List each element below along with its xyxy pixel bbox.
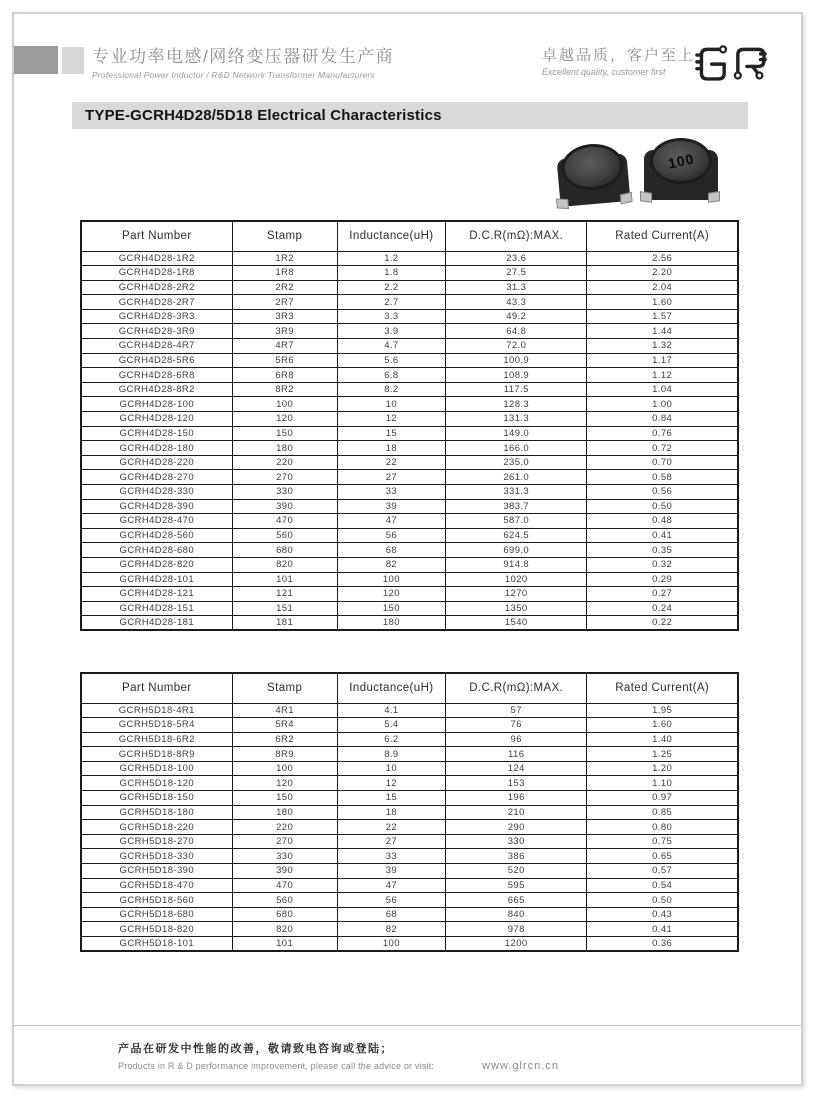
table-cell: 1.25 bbox=[587, 747, 738, 762]
table-cell: 180 bbox=[337, 616, 445, 631]
table-cell: 0.50 bbox=[587, 893, 738, 908]
table-cell: 8.2 bbox=[337, 382, 445, 397]
table-cell: GCRH4D28-100 bbox=[81, 397, 232, 412]
table-cell: 270 bbox=[232, 470, 337, 485]
table-cell: GCRH4D28-2R7 bbox=[81, 295, 232, 310]
table-cell: 22 bbox=[337, 820, 445, 835]
table-cell: GCRH5D18-470 bbox=[81, 878, 232, 893]
table-row bbox=[81, 455, 738, 470]
table-cell: GCRH4D28-5R6 bbox=[81, 353, 232, 368]
header-decor-square-light bbox=[62, 47, 84, 74]
table-cell: 390 bbox=[232, 499, 337, 514]
table-row bbox=[81, 514, 738, 529]
table-cell: GCRH4D28-151 bbox=[81, 601, 232, 616]
table-cell: 1.57 bbox=[587, 309, 738, 324]
table-cell: 149.0 bbox=[446, 426, 587, 441]
table-cell: 1.60 bbox=[587, 718, 738, 733]
inductor-terminal bbox=[708, 191, 720, 203]
table-cell: 150 bbox=[337, 601, 445, 616]
table-cell: 235.0 bbox=[446, 455, 587, 470]
inductor-top-face bbox=[650, 138, 712, 184]
table-cell: 120 bbox=[232, 776, 337, 791]
table-cell: 0.57 bbox=[587, 864, 738, 879]
table-cell: 0.84 bbox=[587, 412, 738, 427]
table-cell: 4R1 bbox=[232, 703, 337, 718]
table-cell: 4.7 bbox=[337, 339, 445, 354]
table-cell: 2.7 bbox=[337, 295, 445, 310]
table-cell: 116 bbox=[446, 747, 587, 762]
table-cell: 820 bbox=[232, 922, 337, 937]
table-cell: GCRH5D18-560 bbox=[81, 893, 232, 908]
table-cell: GCRH4D28-2R2 bbox=[81, 280, 232, 295]
table-row bbox=[81, 499, 738, 514]
gcrh4d28-table-section bbox=[80, 220, 739, 631]
table-cell: 1270 bbox=[446, 587, 587, 602]
table-row bbox=[81, 412, 738, 427]
table-cell: 595 bbox=[446, 878, 587, 893]
table-cell: GCRH4D28-1R8 bbox=[81, 266, 232, 281]
table-cell: 624.5 bbox=[446, 528, 587, 543]
table-cell: 0.32 bbox=[587, 557, 738, 572]
table-cell: 560 bbox=[232, 528, 337, 543]
table-cell: 5R4 bbox=[232, 718, 337, 733]
table-cell: 0.97 bbox=[587, 791, 738, 806]
table-cell: GCRH4D28-4R7 bbox=[81, 339, 232, 354]
table-cell: 6.2 bbox=[337, 732, 445, 747]
table-row bbox=[81, 718, 738, 733]
table-cell: GCRH4D28-8R2 bbox=[81, 382, 232, 397]
table-cell: GCRH4D28-121 bbox=[81, 587, 232, 602]
table-cell: 100 bbox=[337, 572, 445, 587]
table-cell: 43.3 bbox=[446, 295, 587, 310]
table-row bbox=[81, 426, 738, 441]
table-cell: GCRH4D28-560 bbox=[81, 528, 232, 543]
table-row bbox=[81, 849, 738, 864]
column-header: Inductance(uH) bbox=[337, 221, 445, 251]
table-cell: 914.8 bbox=[446, 557, 587, 572]
table-cell: 96 bbox=[446, 732, 587, 747]
table-cell: 390 bbox=[232, 864, 337, 879]
table-cell: 330 bbox=[232, 849, 337, 864]
table-cell: 0.85 bbox=[587, 805, 738, 820]
table-cell: GCRH4D28-181 bbox=[81, 616, 232, 631]
table-cell: 120 bbox=[232, 412, 337, 427]
table-cell: 2R2 bbox=[232, 280, 337, 295]
table-cell: GCRH4D28-680 bbox=[81, 543, 232, 558]
table-cell: 0.22 bbox=[587, 616, 738, 631]
table-row bbox=[81, 937, 738, 952]
table-row bbox=[81, 485, 738, 500]
table-cell: 386 bbox=[446, 849, 587, 864]
table-cell: 0.48 bbox=[587, 514, 738, 529]
table-cell: 680 bbox=[232, 543, 337, 558]
table-cell: 0.35 bbox=[587, 543, 738, 558]
table-cell: 0.50 bbox=[587, 499, 738, 514]
table-cell: 665 bbox=[446, 893, 587, 908]
table-cell: 1R8 bbox=[232, 266, 337, 281]
slogan-cn: 卓越品质，客户至上 bbox=[542, 47, 696, 64]
column-header: D.C.R(mΩ):MAX. bbox=[446, 673, 587, 703]
table-cell: 261.0 bbox=[446, 470, 587, 485]
table-cell: GCRH4D28-101 bbox=[81, 572, 232, 587]
table-cell: 3.9 bbox=[337, 324, 445, 339]
table-row bbox=[81, 280, 738, 295]
column-header: Rated Current(A) bbox=[587, 673, 738, 703]
table-cell: 1.10 bbox=[587, 776, 738, 791]
table-cell: 520 bbox=[446, 864, 587, 879]
table-cell: 0.54 bbox=[587, 878, 738, 893]
table-row bbox=[81, 587, 738, 602]
table-cell: GCRH4D28-180 bbox=[81, 441, 232, 456]
table-cell: 68 bbox=[337, 907, 445, 922]
electrical-characteristics-table-gcrh4d28 bbox=[80, 220, 739, 631]
table-header-row bbox=[81, 221, 738, 251]
table-cell: GCRH4D28-6R8 bbox=[81, 368, 232, 383]
table-cell: 383.7 bbox=[446, 499, 587, 514]
table-cell: 0.29 bbox=[587, 572, 738, 587]
inductor-terminal bbox=[640, 191, 652, 203]
table-cell: 5.4 bbox=[337, 718, 445, 733]
table-cell: 587.0 bbox=[446, 514, 587, 529]
brand-tagline-en: Professional Power Inductor / R&D Network Transformer Manufacturers bbox=[92, 70, 375, 80]
table-cell: 124 bbox=[446, 761, 587, 776]
table-cell: 0.24 bbox=[587, 601, 738, 616]
table-cell: 82 bbox=[337, 922, 445, 937]
column-header: D.C.R(mΩ):MAX. bbox=[446, 221, 587, 251]
table-cell: 23.6 bbox=[446, 251, 587, 266]
column-header: Stamp bbox=[232, 673, 337, 703]
table-cell: 4.1 bbox=[337, 703, 445, 718]
table-cell: 49.2 bbox=[446, 309, 587, 324]
inductor-terminal bbox=[556, 198, 569, 209]
table-cell: GCRH4D28-820 bbox=[81, 557, 232, 572]
table-cell: 0.75 bbox=[587, 834, 738, 849]
table-cell: GCRH5D18-4R1 bbox=[81, 703, 232, 718]
table-cell: 33 bbox=[337, 849, 445, 864]
table-cell: 1020 bbox=[446, 572, 587, 587]
table-cell: GCRH5D18-270 bbox=[81, 834, 232, 849]
table-row bbox=[81, 397, 738, 412]
table-row bbox=[81, 353, 738, 368]
table-cell: 220 bbox=[232, 455, 337, 470]
table-cell: 68 bbox=[337, 543, 445, 558]
table-cell: 1.60 bbox=[587, 295, 738, 310]
table-cell: 0.41 bbox=[587, 922, 738, 937]
table-cell: 10 bbox=[337, 397, 445, 412]
table-cell: 39 bbox=[337, 499, 445, 514]
table-cell: 210 bbox=[446, 805, 587, 820]
table-row bbox=[81, 907, 738, 922]
table-row bbox=[81, 441, 738, 456]
table-cell: 150 bbox=[232, 791, 337, 806]
table-cell: 330 bbox=[232, 485, 337, 500]
table-cell: 56 bbox=[337, 893, 445, 908]
table-cell: 1.40 bbox=[587, 732, 738, 747]
table-cell: 6.8 bbox=[337, 368, 445, 383]
table-cell: 331.3 bbox=[446, 485, 587, 500]
slogan-block bbox=[542, 44, 695, 77]
table-cell: 1.32 bbox=[587, 339, 738, 354]
table-cell: 47 bbox=[337, 514, 445, 529]
table-cell: 1.12 bbox=[587, 368, 738, 383]
brand-block bbox=[92, 42, 394, 80]
table-cell: 33 bbox=[337, 485, 445, 500]
table-cell: 699.0 bbox=[446, 543, 587, 558]
table-cell: 1.17 bbox=[587, 353, 738, 368]
column-header: Rated Current(A) bbox=[587, 221, 738, 251]
table-row bbox=[81, 878, 738, 893]
slogan-en: Excellent quality, customer first bbox=[542, 67, 666, 77]
table-cell: GCRH4D28-120 bbox=[81, 412, 232, 427]
table-cell: GCRH4D28-270 bbox=[81, 470, 232, 485]
table-cell: 27.5 bbox=[446, 266, 587, 281]
table-cell: 820 bbox=[232, 557, 337, 572]
table-cell: 560 bbox=[232, 893, 337, 908]
table-cell: 0.43 bbox=[587, 907, 738, 922]
table-cell: 1.44 bbox=[587, 324, 738, 339]
table-cell: 0.72 bbox=[587, 441, 738, 456]
table-cell: 3R9 bbox=[232, 324, 337, 339]
table-row bbox=[81, 820, 738, 835]
table-cell: 978 bbox=[446, 922, 587, 937]
table-cell: GCRH5D18-100 bbox=[81, 761, 232, 776]
table-cell: GCRH5D18-330 bbox=[81, 849, 232, 864]
table-cell: 100 bbox=[337, 937, 445, 952]
table-cell: GCRH4D28-390 bbox=[81, 499, 232, 514]
table-cell: 8R2 bbox=[232, 382, 337, 397]
footer-note-en: Products in R & D performance improvement, please call the advice or visit: bbox=[118, 1061, 435, 1071]
table-row bbox=[81, 543, 738, 558]
table-cell: 120 bbox=[337, 587, 445, 602]
table-cell: 2.56 bbox=[587, 251, 738, 266]
table-cell: 64.8 bbox=[446, 324, 587, 339]
table-row bbox=[81, 470, 738, 485]
table-cell: GCRH4D28-150 bbox=[81, 426, 232, 441]
table-row bbox=[81, 295, 738, 310]
table-row bbox=[81, 791, 738, 806]
table-cell: 166.0 bbox=[446, 441, 587, 456]
table-cell: 1.95 bbox=[587, 703, 738, 718]
table-cell: 128.3 bbox=[446, 397, 587, 412]
table-cell: 0.76 bbox=[587, 426, 738, 441]
table-cell: 8R9 bbox=[232, 747, 337, 762]
table-cell: GCRH5D18-6R2 bbox=[81, 732, 232, 747]
table-cell: 0.65 bbox=[587, 849, 738, 864]
table-row bbox=[81, 572, 738, 587]
table-cell: 0.41 bbox=[587, 528, 738, 543]
footer-note-cn: 产品在研发中性能的改善，敬请致电咨询或登陆； bbox=[118, 1043, 393, 1055]
table-cell: 57 bbox=[446, 703, 587, 718]
gcrh5d18-table-section bbox=[80, 672, 739, 952]
table-cell: 117.5 bbox=[446, 382, 587, 397]
column-header: Part Number bbox=[81, 673, 232, 703]
page-title: TYPE-GCRH4D28/5D18 Electrical Characteristics bbox=[85, 107, 442, 124]
column-header: Stamp bbox=[232, 221, 337, 251]
table-cell: 151 bbox=[232, 601, 337, 616]
brand-tagline-cn: 专业功率电感/网络变压器研发生产商 bbox=[92, 47, 395, 66]
table-cell: 1.2 bbox=[337, 251, 445, 266]
table-cell: 1540 bbox=[446, 616, 587, 631]
table-row bbox=[81, 309, 738, 324]
table-cell: 47 bbox=[337, 878, 445, 893]
table-cell: GCRH5D18-220 bbox=[81, 820, 232, 835]
table-row bbox=[81, 703, 738, 718]
table-cell: 3.3 bbox=[337, 309, 445, 324]
table-cell: 15 bbox=[337, 426, 445, 441]
table-cell: 131.3 bbox=[446, 412, 587, 427]
datasheet-page bbox=[12, 12, 803, 1086]
table-cell: 121 bbox=[232, 587, 337, 602]
table-cell: 2.04 bbox=[587, 280, 738, 295]
table-cell: GCRH5D18-5R4 bbox=[81, 718, 232, 733]
table-row bbox=[81, 382, 738, 397]
table-cell: 2.20 bbox=[587, 266, 738, 281]
table-cell: 680 bbox=[232, 907, 337, 922]
inductor-stamp-label: 100 bbox=[666, 150, 696, 172]
table-header-row bbox=[81, 673, 738, 703]
table-cell: 18 bbox=[337, 441, 445, 456]
table-cell: 0.27 bbox=[587, 587, 738, 602]
table-cell: 6R8 bbox=[232, 368, 337, 383]
table-row bbox=[81, 266, 738, 281]
footer bbox=[118, 1040, 559, 1072]
table-cell: 100.9 bbox=[446, 353, 587, 368]
table-cell: 153 bbox=[446, 776, 587, 791]
table-cell: 31.3 bbox=[446, 280, 587, 295]
table-cell: 10 bbox=[337, 761, 445, 776]
table-cell: 330 bbox=[446, 834, 587, 849]
table-cell: 100 bbox=[232, 397, 337, 412]
table-row bbox=[81, 368, 738, 383]
electrical-characteristics-table-gcrh5d18 bbox=[80, 672, 739, 952]
table-cell: 100 bbox=[232, 761, 337, 776]
table-cell: GCRH4D28-3R3 bbox=[81, 309, 232, 324]
table-row bbox=[81, 732, 738, 747]
table-cell: 8.9 bbox=[337, 747, 445, 762]
header-decor-square-dark bbox=[14, 46, 58, 74]
table-row bbox=[81, 834, 738, 849]
table-cell: 27 bbox=[337, 470, 445, 485]
table-cell: 108.9 bbox=[446, 368, 587, 383]
table-cell: 1.04 bbox=[587, 382, 738, 397]
table-cell: 2.2 bbox=[337, 280, 445, 295]
column-header: Part Number bbox=[81, 221, 232, 251]
table-cell: GCRH4D28-3R9 bbox=[81, 324, 232, 339]
table-cell: 0.56 bbox=[587, 485, 738, 500]
table-cell: 1R2 bbox=[232, 251, 337, 266]
table-cell: 56 bbox=[337, 528, 445, 543]
table-cell: 181 bbox=[232, 616, 337, 631]
table-cell: GCRH5D18-120 bbox=[81, 776, 232, 791]
table-row bbox=[81, 339, 738, 354]
table-row bbox=[81, 324, 738, 339]
table-row bbox=[81, 528, 738, 543]
table-cell: 0.80 bbox=[587, 820, 738, 835]
table-cell: 27 bbox=[337, 834, 445, 849]
table-row bbox=[81, 864, 738, 879]
table-cell: 18 bbox=[337, 805, 445, 820]
glr-logo-icon bbox=[694, 38, 768, 88]
table-cell: 840 bbox=[446, 907, 587, 922]
table-cell: 12 bbox=[337, 776, 445, 791]
table-cell: 4R7 bbox=[232, 339, 337, 354]
inductor-terminal bbox=[620, 192, 633, 205]
table-cell: GCRH4D28-1R2 bbox=[81, 251, 232, 266]
table-cell: 39 bbox=[337, 864, 445, 879]
table-row bbox=[81, 747, 738, 762]
table-cell: GCRH5D18-101 bbox=[81, 937, 232, 952]
table-cell: 76 bbox=[446, 718, 587, 733]
table-row bbox=[81, 251, 738, 266]
table-cell: 1.20 bbox=[587, 761, 738, 776]
table-cell: 6R2 bbox=[232, 732, 337, 747]
table-cell: 72.0 bbox=[446, 339, 587, 354]
table-cell: 180 bbox=[232, 805, 337, 820]
table-cell: 180 bbox=[232, 441, 337, 456]
section-title-bar bbox=[72, 102, 748, 129]
table-cell: 5R6 bbox=[232, 353, 337, 368]
table-cell: 101 bbox=[232, 937, 337, 952]
table-row bbox=[81, 557, 738, 572]
footer-website-url: www.glrcn.cn bbox=[482, 1060, 559, 1072]
table-cell: 1.8 bbox=[337, 266, 445, 281]
table-cell: 12 bbox=[337, 412, 445, 427]
table-row bbox=[81, 616, 738, 631]
table-cell: 0.58 bbox=[587, 470, 738, 485]
table-cell: GCRH5D18-820 bbox=[81, 922, 232, 937]
table-cell: 1.00 bbox=[587, 397, 738, 412]
table-cell: GCRH4D28-220 bbox=[81, 455, 232, 470]
table-cell: 270 bbox=[232, 834, 337, 849]
table-row bbox=[81, 601, 738, 616]
product-photo-inductor-stamped bbox=[641, 138, 721, 200]
table-row bbox=[81, 922, 738, 937]
footer-divider bbox=[14, 1025, 801, 1026]
product-photo-inductor-plain bbox=[553, 141, 634, 207]
table-cell: 3R3 bbox=[232, 309, 337, 324]
table-cell: 470 bbox=[232, 878, 337, 893]
table-cell: 15 bbox=[337, 791, 445, 806]
table-row bbox=[81, 893, 738, 908]
table-cell: 0.70 bbox=[587, 455, 738, 470]
table-cell: GCRH5D18-8R9 bbox=[81, 747, 232, 762]
table-cell: 290 bbox=[446, 820, 587, 835]
table-row bbox=[81, 761, 738, 776]
table-cell: 196 bbox=[446, 791, 587, 806]
table-row bbox=[81, 776, 738, 791]
column-header: Inductance(uH) bbox=[337, 673, 445, 703]
table-cell: 1350 bbox=[446, 601, 587, 616]
table-cell: 220 bbox=[232, 820, 337, 835]
table-cell: 2R7 bbox=[232, 295, 337, 310]
table-cell: GCRH5D18-680 bbox=[81, 907, 232, 922]
table-cell: 0.36 bbox=[587, 937, 738, 952]
table-cell: 470 bbox=[232, 514, 337, 529]
table-cell: 82 bbox=[337, 557, 445, 572]
table-cell: 5.6 bbox=[337, 353, 445, 368]
table-cell: GCRH4D28-470 bbox=[81, 514, 232, 529]
table-cell: GCRH5D18-390 bbox=[81, 864, 232, 879]
table-cell: 1200 bbox=[446, 937, 587, 952]
table-cell: 101 bbox=[232, 572, 337, 587]
table-cell: GCRH5D18-180 bbox=[81, 805, 232, 820]
table-cell: 150 bbox=[232, 426, 337, 441]
table-cell: GCRH4D28-330 bbox=[81, 485, 232, 500]
table-cell: 22 bbox=[337, 455, 445, 470]
table-cell: GCRH5D18-150 bbox=[81, 791, 232, 806]
table-row bbox=[81, 805, 738, 820]
